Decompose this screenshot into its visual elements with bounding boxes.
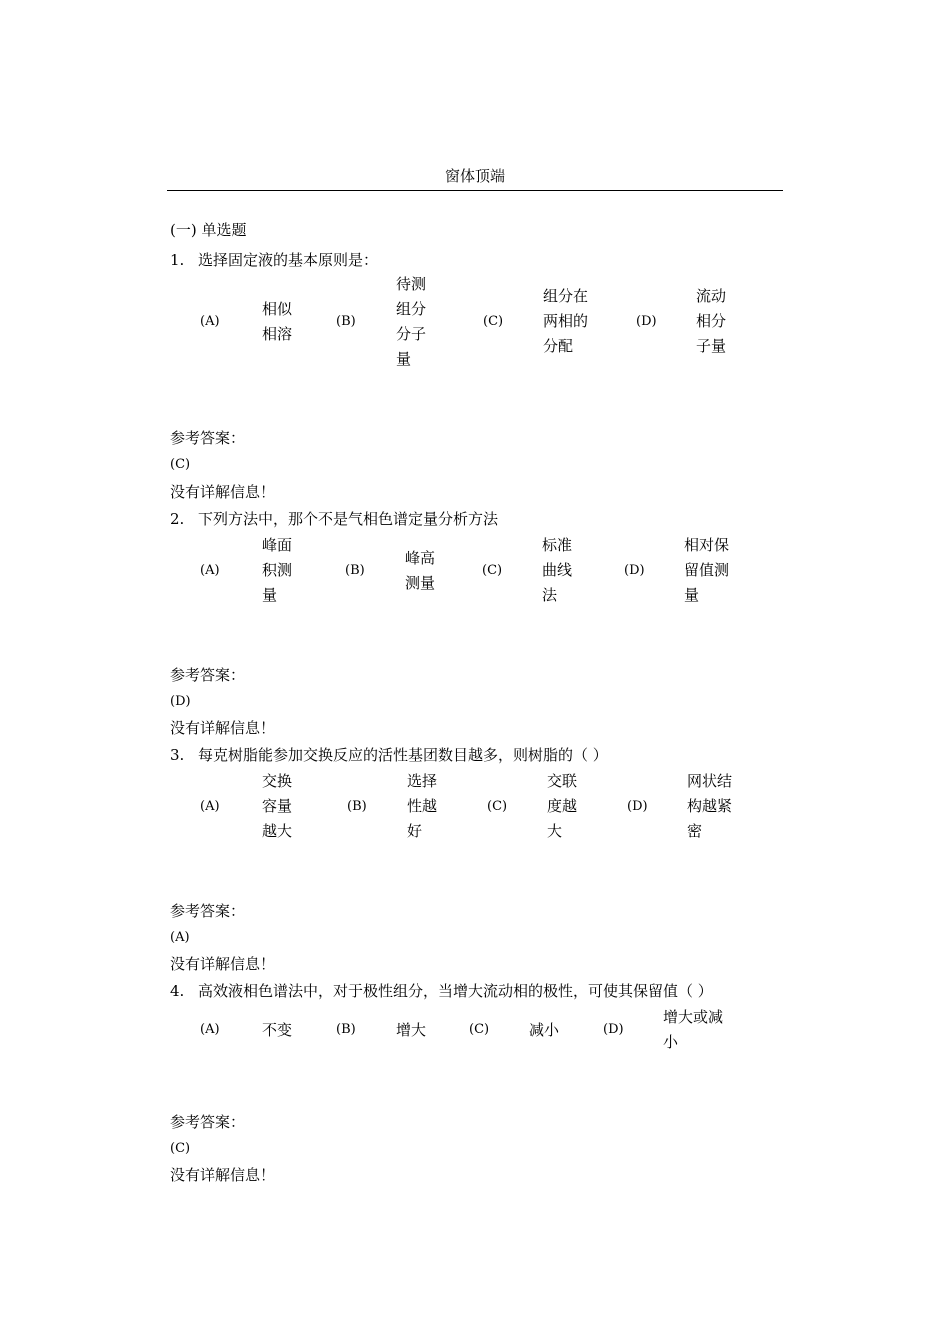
- option-c-text[interactable]: 组分在 两相的 分配: [543, 287, 589, 355]
- header-divider: [167, 190, 783, 191]
- option-b-text[interactable]: 峰高 测量: [405, 549, 436, 592]
- option-letter-c: (C): [469, 1022, 490, 1037]
- option-letter-d: (D): [603, 1022, 624, 1037]
- option-b-text[interactable]: 增大: [396, 1021, 427, 1039]
- question-3: [170, 745, 608, 765]
- option-letter-b: (B): [345, 563, 365, 578]
- option-letter-a: (A): [200, 314, 220, 329]
- option-d-text[interactable]: 流动 相分 子量: [696, 287, 727, 355]
- question-4: [170, 981, 713, 1001]
- option-c-text[interactable]: 减小: [529, 1021, 560, 1039]
- question-number: 3.: [170, 746, 185, 764]
- answer-value: (A): [170, 930, 190, 945]
- option-a-text[interactable]: 交换 容量 越大: [262, 772, 293, 840]
- no-detail-note: 没有详解信息！: [170, 955, 276, 973]
- no-detail-note: 没有详解信息！: [170, 1166, 276, 1184]
- answer-label: 参考答案：: [170, 429, 246, 447]
- option-letter-c: (C): [483, 314, 504, 329]
- option-b-text[interactable]: 待测 组分 分子 量: [396, 275, 427, 368]
- option-letter-a: (A): [200, 1022, 220, 1037]
- option-letter-b: (B): [347, 799, 367, 814]
- option-c-text[interactable]: 标准 曲线 法: [542, 536, 573, 604]
- answer-value: (C): [170, 457, 191, 472]
- no-detail-note: 没有详解信息！: [170, 483, 276, 501]
- option-a-text[interactable]: 不变: [262, 1021, 293, 1039]
- option-letter-c: (C): [487, 799, 508, 814]
- question-text: 高效液相色谱法中，对于极性组分，当增大流动相的极性，可使其保留值（ ）: [198, 982, 713, 1000]
- question-text: 每克树脂能参加交换反应的活性基团数目越多，则树脂的（ ）: [198, 746, 608, 764]
- option-a-text[interactable]: 相似 相溶: [262, 300, 293, 343]
- answer-value: (D): [170, 694, 191, 709]
- option-letter-b: (B): [336, 314, 356, 329]
- option-d-text[interactable]: 网状结 构越紧 密: [687, 772, 733, 840]
- option-b-text[interactable]: 选择 性越 好: [407, 772, 438, 840]
- question-text: 选择固定液的基本原则是：: [198, 251, 379, 269]
- question-number: 1.: [170, 251, 185, 269]
- option-d-text[interactable]: 相对保 留值测 量: [684, 536, 730, 604]
- section-title: (一) 单选题: [170, 221, 247, 239]
- answer-label: 参考答案：: [170, 1113, 246, 1131]
- option-letter-d: (D): [636, 314, 657, 329]
- page-header-title: 窗体顶端: [444, 167, 505, 185]
- option-c-text[interactable]: 交联 度越 大: [547, 772, 578, 840]
- question-number: 2.: [170, 510, 185, 528]
- no-detail-note: 没有详解信息！: [170, 719, 276, 737]
- option-letter-a: (A): [200, 563, 220, 578]
- option-letter-b: (B): [336, 1022, 356, 1037]
- question-2: [170, 509, 498, 529]
- question-text: 下列方法中，那个不是气相色谱定量分析方法: [198, 510, 499, 528]
- option-letter-c: (C): [482, 563, 503, 578]
- option-d-text[interactable]: 增大或减 小: [663, 1008, 724, 1051]
- option-letter-d: (D): [624, 563, 645, 578]
- answer-label: 参考答案：: [170, 666, 246, 684]
- option-letter-d: (D): [627, 799, 648, 814]
- answer-label: 参考答案：: [170, 902, 246, 920]
- option-letter-a: (A): [200, 799, 220, 814]
- option-a-text[interactable]: 峰面 积测 量: [262, 536, 293, 604]
- answer-value: (C): [170, 1141, 191, 1156]
- question-1: [170, 250, 378, 270]
- question-number: 4.: [170, 982, 185, 1000]
